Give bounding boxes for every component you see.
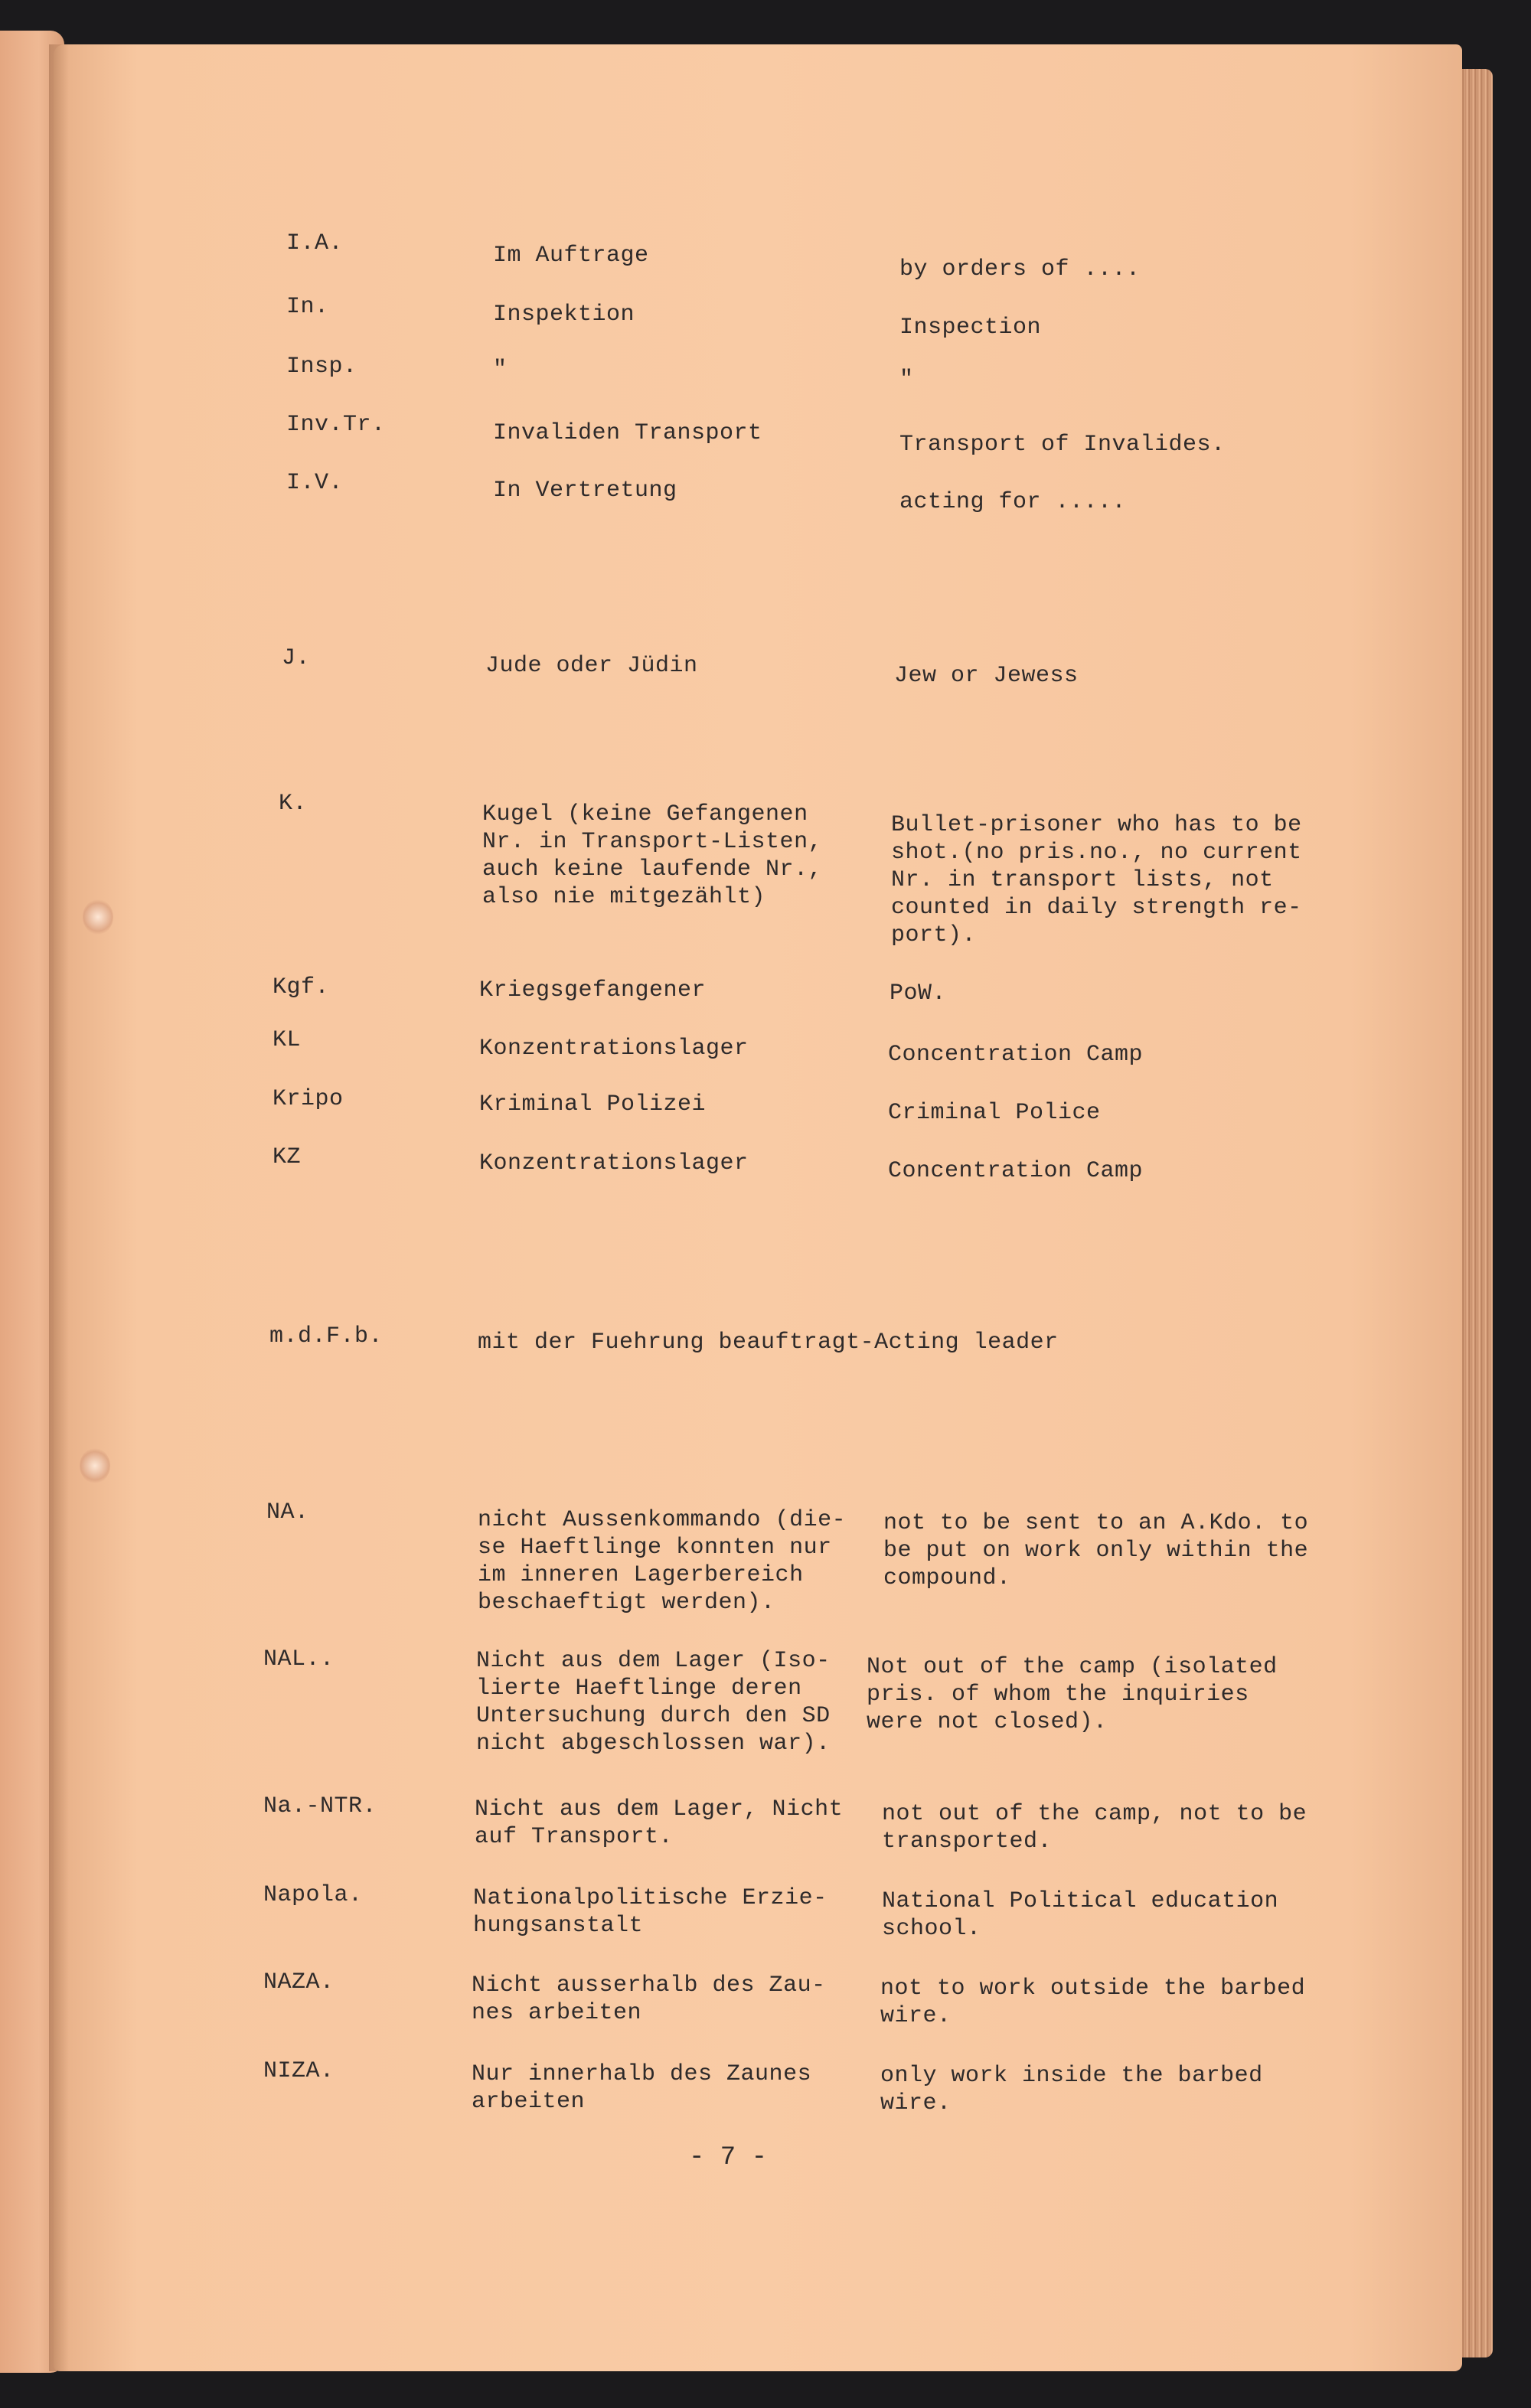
binding-hole (80, 1448, 110, 1483)
german-term-cell: Kugel (keine Gefangenen Nr. in Transport-Listen, auch keine laufende Nr., also nie mitgezählt) (482, 801, 823, 910)
english-term-cell: Jew or Jewess (894, 663, 1079, 689)
german-term-cell: Konzentrationslager (479, 1036, 749, 1062)
german-term-cell: " (493, 357, 508, 383)
abbreviation-cell: NAL.. (263, 1646, 335, 1672)
english-term-cell: Not out of the camp (isolated pris. of whom the inquiries were not closed). (867, 1654, 1278, 1735)
english-term-cell: Inspection (899, 315, 1042, 341)
english-term-cell: Concentration Camp (888, 1158, 1144, 1184)
abbreviation-cell: NIZA. (263, 2058, 335, 2084)
abbreviation-cell: Kripo (273, 1086, 344, 1112)
english-term-cell: PoW. (890, 980, 947, 1007)
abbreviation-cell: m.d.F.b. (269, 1323, 384, 1349)
english-term-cell: Bullet-prisoner who has to be shot.(no pris.no., no current Nr. in transport lists, not counted in daily strength re- port). (891, 812, 1302, 948)
german-term-cell: Inspektion (493, 302, 635, 328)
english-term-cell: Transport of Invalides. (899, 432, 1226, 458)
abbreviation-cell: NA. (266, 1499, 309, 1525)
abbreviation-cell: KL (273, 1027, 302, 1053)
german-term-cell: Konzentrationslager (479, 1150, 749, 1176)
abbreviation-cell: NAZA. (263, 1969, 335, 1995)
english-term-cell: not out of the camp, not to be transported. (882, 1801, 1307, 1855)
english-term-cell: only work inside the barbed wire. (880, 2063, 1263, 2116)
abbreviation-cell: I.A. (286, 230, 344, 256)
english-term-cell: by orders of .... (899, 256, 1141, 282)
english-term-cell: not to work outside the barbed wire. (880, 1976, 1306, 2029)
english-term-cell: " (899, 367, 914, 393)
abbreviation-cell: I.V. (286, 470, 344, 496)
abbreviation-cell: KZ (273, 1144, 302, 1170)
german-term-cell: Nicht ausserhalb des Zau- nes arbeiten (472, 1972, 826, 2026)
german-term-cell: mit der Fuehrung beauftragt-Acting leader (478, 1330, 1059, 1356)
abbreviation-cell: Insp. (286, 354, 357, 380)
english-term-cell: National Political education school. (882, 1888, 1279, 1942)
abbreviation-cell: Kgf. (273, 974, 330, 1000)
german-term-cell: Nicht aus dem Lager (Iso- lierte Haeftlinge deren Untersuchung durch den SD nicht abgeschlossen war). (476, 1648, 831, 1757)
english-term-cell: Criminal Police (888, 1100, 1101, 1126)
german-term-cell: Kriminal Polizei (479, 1091, 707, 1118)
german-term-cell: Nationalpolitische Erzie- hungsanstalt (473, 1885, 828, 1939)
abbreviation-cell: Na.-NTR. (263, 1793, 377, 1819)
page-number: - 7 - (689, 2143, 768, 2172)
german-term-cell: Im Auftrage (493, 243, 649, 269)
abbreviation-cell: Napola. (263, 1882, 363, 1908)
german-term-cell: Kriegsgefangener (479, 977, 707, 1003)
abbreviation-cell: In. (286, 294, 329, 320)
english-term-cell: acting for ..... (899, 489, 1127, 515)
german-term-cell: In Vertretung (493, 478, 677, 504)
german-term-cell: Jude oder Jüdin (485, 653, 698, 679)
binding-gutter (49, 44, 69, 2371)
english-term-cell: not to be sent to an A.Kdo. to be put on work only within the compound. (883, 1510, 1309, 1591)
german-term-cell: Invaliden Transport (493, 420, 762, 446)
binding-hole (83, 899, 113, 935)
english-term-cell: Concentration Camp (888, 1042, 1144, 1068)
abbreviation-cell: Inv.Tr. (286, 412, 386, 438)
german-term-cell: nicht Aussenkommando (die- se Haeftlinge konnten nur im inneren Lagerbereich beschaeftigt werden). (478, 1507, 847, 1616)
abbreviation-cell: K. (279, 791, 308, 817)
abbreviation-cell: J. (282, 645, 311, 671)
german-term-cell: Nicht aus dem Lager, Nicht auf Transport. (475, 1796, 844, 1850)
german-term-cell: Nur innerhalb des Zaunes arbeiten (472, 2061, 812, 2115)
